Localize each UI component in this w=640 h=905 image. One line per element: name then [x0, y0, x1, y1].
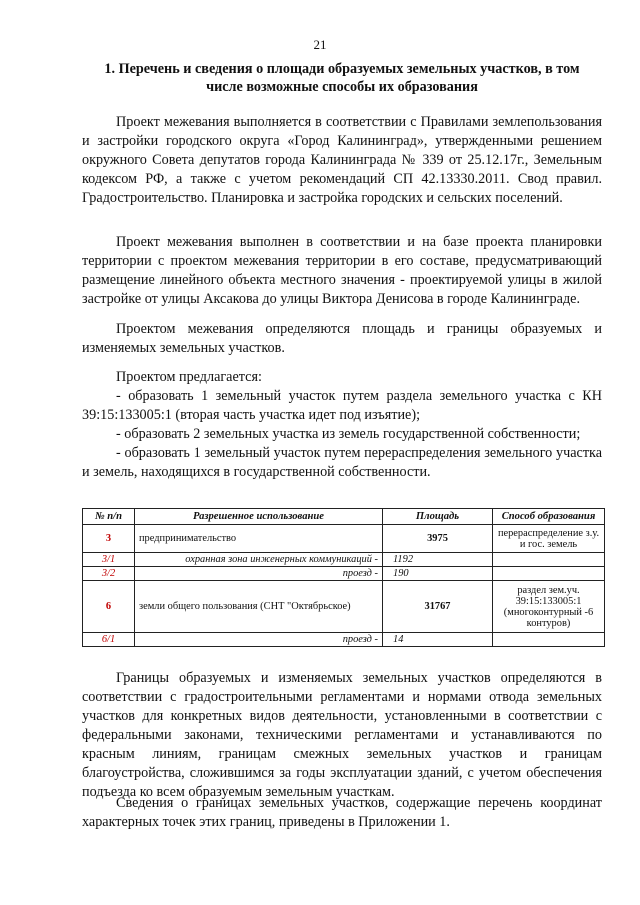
header-area: Площадь	[383, 509, 493, 525]
row-num: 3/1	[83, 553, 135, 567]
row-area: 3975	[383, 525, 493, 553]
table-row	[83, 525, 605, 553]
table-row	[83, 633, 605, 647]
proposal-item-3: - образовать 1 земельный участок путем перераспределения земельного участка и земель, находящихся в государственной собственности.	[82, 445, 602, 480]
row-num: 3/2	[83, 567, 135, 581]
section-heading: 1. Перечень и сведения о площади образуемых земельных участков, в том числе возможные способы их образования	[104, 61, 580, 95]
proposals-intro: Проектом предлагается:	[116, 369, 262, 385]
row-num: 6/1	[83, 633, 135, 647]
table-row	[83, 553, 605, 567]
table-header-row	[83, 509, 605, 525]
row-area: 14	[383, 633, 493, 647]
row-use: проезд -	[135, 567, 383, 581]
paragraph-coordinates: Сведения о границах земельных участков, содержащие перечень координат характерных точек этих границ, приведены в Приложении 1.	[82, 795, 602, 830]
row-area: 190	[383, 567, 493, 581]
page-number: 21	[313, 37, 327, 52]
proposal-item-2: - образовать 2 земельных участка из земель государственной собственности;	[116, 426, 581, 442]
row-area: 1192	[383, 553, 493, 567]
parcels-table	[82, 508, 605, 647]
row-method	[493, 567, 605, 581]
row-method	[493, 553, 605, 567]
table-row	[83, 581, 605, 633]
row-method	[493, 633, 605, 647]
header-num: № п/п	[83, 509, 135, 525]
paragraph-boundaries: Границы образуемых и изменяемых земельных участков определяются в соответствии с градостроительными регламентами и нормами отвода земельных участков для конкретных видов деятельности, установленными в соответствии с федеральными законами, техническими регламентами и устанавливаются по красным линиям, границам смежных земельных участков и границам благоустройства, сложившимся за годы эксплуатации зданий, с учетом обеспечения подъезда ко всем образуемым земельным участкам.	[82, 670, 602, 800]
row-num: 6	[83, 581, 135, 633]
paragraph-regulations: Проект межевания выполняется в соответствии с Правилами землепользования и застройки городского округа «Город Калининград», утвержденными решением окружного Совета депутатов города Калининграда № 339 от 25.12.17г., Земельным кодексом РФ, а также с учетом рекомендаций СП 42.13330.2011. Свод правил. Градостроительство. Планировка и застройка городских и сельских поселений.	[82, 114, 602, 206]
header-use: Разрешенное использование	[135, 509, 383, 525]
row-use: земли общего пользования (СНТ "Октябрьское)	[135, 581, 383, 633]
row-use: проезд -	[135, 633, 383, 647]
row-area: 31767	[383, 581, 493, 633]
proposal-item-1: - образовать 1 земельный участок путем раздела земельного участка с КН 39:15:133005:1 (вторая часть участка идет под изъятие);	[82, 388, 602, 423]
row-method: перераспределение з.у. и гос. земель	[493, 525, 605, 553]
row-use: предпринимательство	[135, 525, 383, 553]
paragraph-planning-basis: Проект межевания выполнен в соответствии и на базе проекта планировки территории с проектом межевания территории в его составе, предусматривающий размещение линейного объекта местного значения - проектируемой улицы в жилой застройке от улицы Аксакова до улицы Виктора Денисова в городе Калининграде.	[82, 234, 602, 307]
proposals-block	[82, 368, 602, 482]
row-method: раздел зем.уч. 39:15:133005:1 (многоконтурный -6 контуров)	[493, 581, 605, 633]
header-method: Способ образования	[493, 509, 605, 525]
row-num: 3	[83, 525, 135, 553]
paragraph-scope: Проектом межевания определяются площадь и границы образуемых и изменяемых земельных участков.	[82, 321, 602, 356]
table-row	[83, 567, 605, 581]
row-use: охранная зона инженерных коммуникаций -	[135, 553, 383, 567]
